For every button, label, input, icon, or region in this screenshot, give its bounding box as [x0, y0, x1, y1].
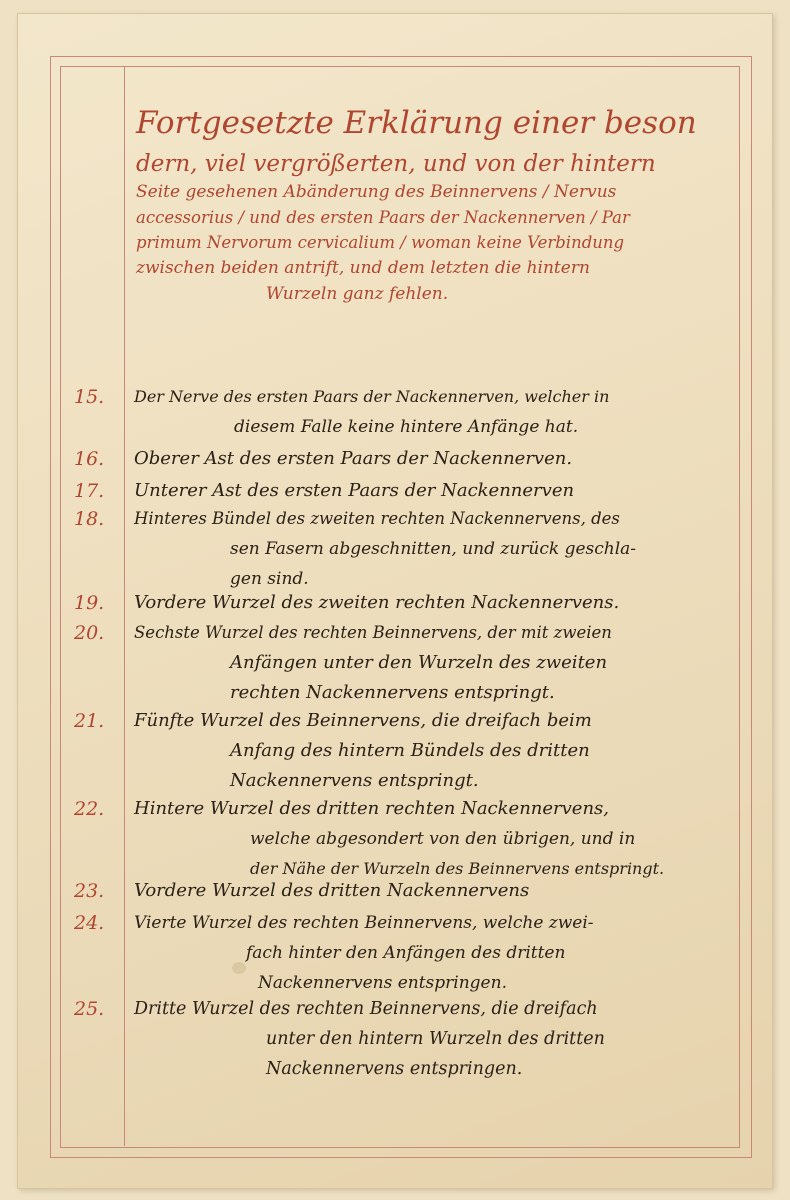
heading-line: primum Nervorum cervicalium / woman keine Verbindung — [136, 232, 625, 252]
heading-block — [136, 105, 736, 304]
entry-line: diesem Falle keine hintere Anfänge hat. — [234, 417, 579, 437]
entry-number: 21. — [74, 710, 105, 732]
heading-line: Seite gesehenen Abänderung des Beinnervens / Nervus — [136, 182, 617, 202]
entry-number: 20. — [74, 622, 105, 644]
entry-line: Anfang des hintern Bündels des dritten — [230, 740, 590, 761]
entry-line: Unterer Ast des ersten Paars der Nackennerven — [134, 480, 575, 501]
entry-line: Anfängen unter den Wurzeln des zweiten — [230, 652, 608, 673]
heading-line: accessorius / und des ersten Paars der Nackennerven / Par — [136, 208, 630, 227]
entry-line: Vordere Wurzel des dritten Nackennervens — [134, 880, 530, 901]
entry-line: Fünfte Wurzel des Beinnervens, die dreifach beim — [134, 710, 592, 731]
entry-number: 15. — [74, 386, 105, 408]
heading-line: Fortgesetzte Erklärung einer beson — [136, 105, 697, 141]
entry-line: Dritte Wurzel des rechten Beinnervens, die dreifach — [134, 999, 598, 1019]
margin-rule — [124, 66, 125, 1146]
entry-line: welche abgesondert von den übrigen, und in — [250, 829, 636, 849]
entry-line: der Nähe der Wurzeln des Beinnervens entspringt. — [250, 859, 665, 878]
entry-line: gen sind. — [230, 569, 309, 589]
entry-number: 19. — [74, 592, 105, 614]
entry-number: 17. — [74, 480, 105, 502]
entry-line: Vierte Wurzel des rechten Beinnervens, welche zwei- — [134, 913, 594, 933]
entry-line: Nackennervens entspringt. — [230, 770, 479, 791]
entry-number: 25. — [74, 998, 105, 1020]
entry-line: Hintere Wurzel des dritten rechten Nackennervens, — [134, 798, 610, 819]
entry-line: Der Nerve des ersten Paars der Nackennerven, welcher in — [134, 387, 610, 406]
heading-line: Wurzeln ganz fehlen. — [266, 284, 449, 304]
entry-line: Hinteres Bündel des zweiten rechten Nackennervens, des — [134, 509, 620, 528]
heading-line: zwischen beiden antrift, und dem letzten die hintern — [136, 258, 590, 278]
entry-line: Oberer Ast des ersten Paars der Nackennerven. — [134, 448, 573, 469]
entry-line: sen Fasern abgeschnitten, und zurück geschla- — [230, 539, 637, 559]
heading-line: dern, viel vergrößerten, und von der hintern — [136, 151, 656, 177]
entry-line: Nackennervens entspringen. — [258, 973, 507, 993]
entry-number: 23. — [74, 880, 105, 902]
entry-line: unter den hintern Wurzeln des dritten — [266, 1029, 605, 1049]
entry-number: 22. — [74, 798, 105, 820]
entry-number: 16. — [74, 448, 105, 470]
entry-line: Sechste Wurzel des rechten Beinnervens, der mit zweien — [134, 623, 612, 642]
entry-line: fach hinter den Anfängen des dritten — [246, 943, 566, 963]
entry-line: rechten Nackennervens entspringt. — [230, 682, 555, 703]
entry-number: 24. — [74, 912, 105, 934]
entry-number: 18. — [74, 508, 105, 530]
entry-line: Vordere Wurzel des zweiten rechten Nackennervens. — [134, 592, 620, 613]
entry-line: Nackennervens entspringen. — [266, 1059, 523, 1079]
